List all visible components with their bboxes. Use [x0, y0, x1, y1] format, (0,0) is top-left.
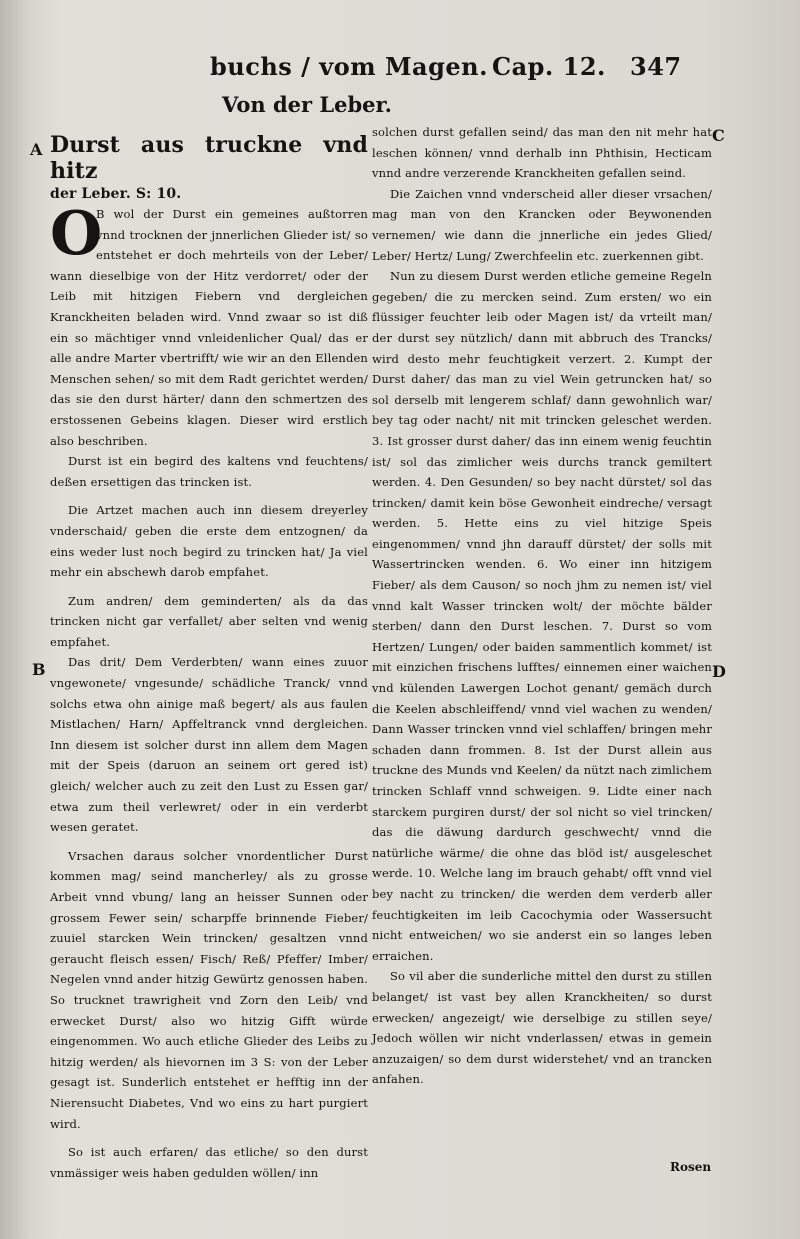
margin-mark-a: A — [30, 140, 43, 159]
paragraph: Das drit/ Dem Verderbten/ wann eines zuuor vngewonete/ vngesunde/ schädliche Tranck/ vnnd solchs etwa ohn ainige maß begert/ als aus faulen Mistlachen/ Harn/ Apffeltranck vnnd dergleichen. Inn diesem ist solcher durst inn allem dem Magen mit der Speis (daruon an seinem ort gered ist) gleich/ welcher auch zu zeit den Lust zu Essen gar/ etwa zum theil verlewret/ oder in ein verderbt wesen geratet. — [50, 655, 368, 835]
paragraph: So ist auch erfaren/ das etliche/ so den durst vnmässiger weis haben gedulden wöllen/ inn — [50, 1145, 368, 1180]
paragraph: Nun zu diesem Durst werden etliche gemeine Regeln gegeben/ die zu mercken seind. Zum ersten/ wo ein flüssiger feuchter leib oder Magen ist/ da vrteilt man/ der durst sey nützlich/ dann mit abbruch des Trancks/ wird desto mehr feuchtigkeit verzert. 2. Kumpt der Durst daher/ das man zu viel Wein getruncken hat/ so sol derselb mit lengerem schlaf/ dann gewohnlich war/ bey tag oder nacht/ nit mit trincken geleschet werden. 3. Ist grosser durst daher/ das inn einem wenig feuchtin ist/ sol das zimlicher weis durchs tranck gemiltert werden. 4. Den Gesunden/ so bey nacht dürstet/ sol das trincken/ damit kein böse Gewonheit eindreche/ versagt werden. 5. Hette eins zu viel hitzige Speis eingenommen/ vnnd jhn darauff dürstet/ der solls mit Wassertrincken wenden. 6. Wo einer inn hitzigem Fieber/ als dem Causon/ so noch jhm zu nemen ist/ viel vnnd kalt Wasser trincken wolt/ der möchte bälder sterben/ dann den Durst leschen. 7. Durst so vom Hertzen/ Lungen/ oder baiden sammentlich kommet/ ist mit einzichen frischens lufftes/ einnemen einer waichen vnd külenden Lawergen Lochot genant/ gemäch durch die Keelen abschleiffend/ vnnd viel wachen zu wenden/ Dann Wasser trincken vnnd viel schlaffen/ bringen mehr schaden dann frommen. 8. Ist der Durst allein aus truckne des Munds vnd Keelen/ da nützt nach zimlichem trincken Schlaff vnnd schweigen. 9. Lidte einer nach starckem purgiren durst/ der sol nicht so viel trincken/ das die däwung dardurch geschwecht/ vnnd die natürliche wärme/ die ohne das blöd ist/ ausgeleschet werde. 10. Welche lang im brauch gehabt/ offt vnnd viel bey nacht zu trincken/ die werden dem verderb aller feuchtigkeiten im leib Cacochymia oder Wassersucht nicht entweichen/ wo sie anderst ein so langes leben erraichen. — [372, 269, 712, 963]
margin-mark-b: B — [32, 660, 46, 679]
paragraph: Die Zaichen vnnd vnderscheid aller dieser vrsachen/ mag man von den Krancken oder Beywonenden vernemen/ wie dann die jnnerliche ein jedes Glied/ Leber/ Hertz/ Lung/ Zwerchfeelin etc. zuerkennen gibt. — [372, 186, 712, 263]
article-subheading: der Leber. S: 10. — [50, 186, 182, 202]
margin-mark-d: D — [712, 662, 726, 681]
right-column — [372, 122, 712, 1090]
section-title: Von der Leber. — [222, 92, 392, 117]
left-column — [50, 132, 368, 1183]
paragraph: Zum andren/ dem geminderten/ als da das trincken nicht gar verfallet/ aber selten vnd wenig empfahet. — [50, 593, 368, 649]
paragraph — [50, 199, 368, 451]
drop-cap: O — [50, 199, 103, 269]
paragraph-text: B wol der Durst ein gemeines außtorren vnnd trocknen der jnnerlichen Glieder ist/ so entstehet er doch mehrteils von der Leber/ wann dieselbige von der Hitz verdorret/ oder der Leib mit hitzigen Fiebern vnd dergleichen Kranckheiten beladen wird. Vnnd zwaar so ist diß ein so mächtiger vnnd vnleidenlicher Qual/ das er alle andre Marter vbertrifft/ wie wir an den Ellenden Menschen sehen/ so mit dem Radt gerichtet werden/ das sie den durst härter/ dann den schmertzen des erstossenen Gebeins klagen. Dieser wird erstlich also beschriben. — [50, 207, 368, 448]
paragraph: So vil aber die sunderliche mittel den durst zu stillen belanget/ ist vast bey allen Kranckheiten/ so durst erwecken/ angezeigt/ wie derselbige zu stillen seye/ Jedoch wöllen wir nicht vnderlassen/ etwas in gemein anzuzaigen/ so dem durst widerstehet/ vnd an trancken anfahen. — [372, 969, 712, 1087]
page-number: 347 — [630, 52, 682, 81]
paragraph: Vrsachen daraus solcher vnordentlicher Durst kommen mag/ seind mancherley/ als zu grosse Arbeit vnnd vbung/ lang an heisser Sunnen oder grossem Fewer sein/ scharpffe brinnende Fieber/ zuuiel starcken Wein trincken/ gesaltzen vnnd geraucht fleisch essen/ Fisch/ Reß/ Pfeffer/ Imber/ Negelen vnnd ander hitzig Gewürtz genossen haben. So trucknet trawrigheit vnd Zorn den Leib/ vnd erwecket Durst/ also wo hitzig Gifft würde eingenommen. Wo auch etliche Glieder des Leibs zu hitzig werden/ als hievornen im 3 S: von der Leber gesagt ist. Sunderlich entstehet er hefftig inn der Nierensucht Diabetes, Vnd wo eins zu hart purgiert wird. — [50, 848, 368, 1131]
paragraph: Die Artzet machen auch inn diesem dreyerley vnderschaid/ geben die erste dem entzognen/ da eins weder lust noch begird zu trincken hat/ Ja viel mehr ein abschewh darob empfahet. — [50, 503, 368, 580]
header-title: buchs / vom Magen. — [210, 52, 488, 81]
paragraph: solchen durst gefallen seind/ das man den nit mehr hat leschen können/ vnnd derhalb inn Phthisin, Hecticam vnnd andre verzerende Kranckheiten gefallen seind. — [372, 125, 712, 181]
paragraph: Durst ist ein begird des kaltens vnd feuchtens/ deßen ersettigen das trincken ist. — [50, 454, 368, 489]
catchword: Rosen — [670, 1160, 712, 1174]
article-heading: Durst aus truckne vnd hitz — [50, 132, 368, 184]
header-chapter: Cap. 12. — [492, 52, 606, 81]
running-header — [210, 52, 790, 84]
margin-mark-c: C — [712, 126, 725, 145]
